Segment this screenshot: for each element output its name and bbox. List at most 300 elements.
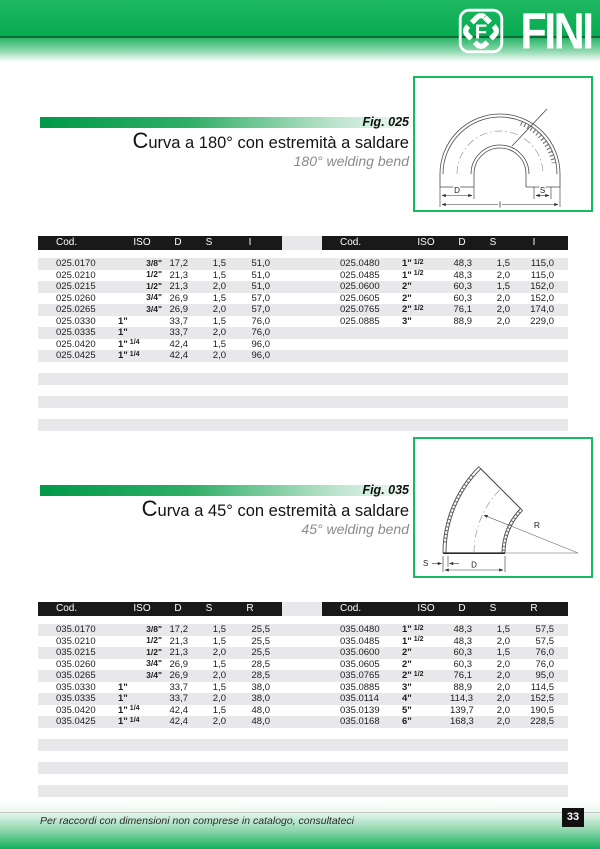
- cell-s: 2,0: [496, 716, 510, 727]
- cell-cod: 035.0139: [340, 704, 380, 716]
- cell-d: 42,4: [169, 350, 188, 361]
- table-row: [38, 385, 568, 397]
- cell-last: 174,0: [530, 304, 554, 315]
- iso-whole: 2": [402, 292, 412, 304]
- cell-iso: [118, 258, 166, 270]
- cell-cod: 025.0425: [56, 350, 96, 361]
- table-row: [38, 682, 568, 694]
- column-header: Cod.: [340, 237, 362, 248]
- iso-whole: 3": [402, 681, 412, 693]
- cell-cod: 025.0485: [340, 269, 380, 281]
- table-row: [38, 270, 568, 282]
- table-header-bar: [322, 236, 568, 250]
- column-header: I: [248, 237, 252, 248]
- cell-d: 168,3: [450, 716, 474, 727]
- column-header: ISO: [133, 603, 151, 614]
- table-row-half: [322, 647, 568, 659]
- cell-s: 2,0: [496, 635, 510, 647]
- table-row-half: [38, 774, 282, 786]
- section-subtitle: 180° welding bend: [293, 153, 409, 169]
- table-row-half: [38, 693, 282, 705]
- column-header: ISO: [133, 237, 151, 248]
- cell-s: 2,0: [496, 658, 510, 670]
- cell-s: 2,0: [496, 681, 510, 693]
- table-row-half: [38, 647, 282, 659]
- cell-cod: 035.0210: [56, 635, 96, 647]
- iso-whole: 2": [402, 304, 412, 315]
- cell-cod: 035.0765: [340, 670, 380, 681]
- column-header: D: [174, 237, 182, 248]
- table-row-half: [38, 270, 282, 282]
- cell-last: 115,0: [530, 269, 554, 281]
- cell-d: 33,7: [169, 681, 188, 693]
- cell-s: 2,0: [496, 304, 510, 315]
- iso-whole: 2": [402, 658, 412, 670]
- cell-cod: 025.0600: [340, 281, 380, 292]
- cell-iso: [402, 258, 450, 270]
- cell-cod: 025.0335: [56, 327, 96, 338]
- cell-s: 2,0: [212, 327, 226, 338]
- iso-whole: 1": [402, 624, 412, 635]
- table-row-half: [322, 327, 568, 339]
- diagram-45-bend: [413, 437, 593, 578]
- title-initial: C: [141, 496, 158, 521]
- cell-s: 2,0: [212, 281, 226, 292]
- table-row: [38, 362, 568, 374]
- cell-cod: 035.0265: [56, 670, 96, 681]
- column-header: S: [489, 237, 497, 248]
- iso-fraction: 1/4: [129, 339, 140, 346]
- cell-s: 1,5: [212, 635, 226, 647]
- iso-fraction: 1/2: [413, 636, 424, 643]
- cell-last: 28,5: [251, 670, 270, 681]
- table-header: [38, 602, 568, 616]
- table-row-half: [38, 716, 282, 728]
- table-row-half: [322, 774, 568, 786]
- table-header-bar: [38, 602, 282, 616]
- cell-d: 60,3: [453, 647, 472, 658]
- title-initial: C: [132, 128, 149, 153]
- cell-s: 1,5: [212, 704, 226, 716]
- logo-letter: F: [474, 21, 487, 44]
- table-row: [38, 647, 568, 659]
- table-row-half: [38, 316, 282, 328]
- cell-cod: 035.0605: [340, 658, 380, 670]
- table-row-half: [38, 670, 282, 682]
- cell-last: 152,5: [530, 693, 554, 704]
- iso-fraction: 1/4: [129, 716, 140, 724]
- cell-d: 21,3: [169, 647, 188, 658]
- cell-last: 57,0: [251, 304, 270, 315]
- cell-s: 2,0: [496, 693, 510, 704]
- cell-d: 60,3: [453, 658, 472, 670]
- fig-label: Fig. 025: [362, 115, 409, 129]
- cell-d: 42,4: [169, 338, 188, 350]
- cell-s: 1,5: [212, 624, 226, 635]
- table-row: [38, 373, 568, 385]
- cell-last: 115,0: [530, 258, 554, 269]
- table-row: [38, 293, 568, 305]
- iso-whole: 1": [402, 258, 412, 269]
- table-row-half: [322, 636, 568, 648]
- section-title: [38, 128, 409, 153]
- cell-cod: 025.0260: [56, 292, 96, 304]
- cell-s: 1,5: [212, 292, 226, 304]
- cell-iso: [118, 636, 166, 648]
- cell-iso: [118, 327, 166, 339]
- page-number: 33: [562, 808, 584, 827]
- iso-fraction: 1/2: [413, 670, 424, 678]
- cell-cod: 025.0765: [340, 304, 380, 315]
- cell-cod: 035.0170: [56, 624, 96, 635]
- cell-iso: [402, 705, 450, 717]
- cell-last: 152,0: [530, 292, 554, 304]
- iso-fraction: 1/4: [129, 705, 140, 712]
- cell-cod: 035.0885: [340, 681, 380, 693]
- cell-s: 1,5: [496, 258, 510, 269]
- iso-whole: 1": [402, 635, 412, 647]
- cell-last: 51,0: [251, 258, 270, 269]
- table-row: [38, 659, 568, 671]
- cell-d: 33,7: [169, 693, 188, 704]
- table-row-half: [38, 785, 282, 797]
- fini-logo: [458, 2, 591, 60]
- cell-d: 48,3: [453, 624, 472, 635]
- cell-cod: 025.0170: [56, 258, 96, 269]
- table-row-half: [322, 762, 568, 774]
- cell-iso: [402, 281, 450, 293]
- column-header: ISO: [417, 237, 435, 248]
- table-row: [38, 258, 568, 270]
- table-header: [38, 236, 568, 250]
- cell-s: 2,0: [496, 292, 510, 304]
- dim-label-i: I: [498, 200, 502, 210]
- cell-s: 2,0: [212, 304, 226, 315]
- column-header: D: [458, 603, 466, 614]
- cell-iso: [118, 716, 166, 728]
- cell-iso: [402, 636, 450, 648]
- cell-s: 1,5: [212, 315, 226, 327]
- cell-d: 76,1: [453, 304, 472, 315]
- table-fig-035: [38, 602, 568, 797]
- cell-iso: [118, 316, 166, 328]
- footer-note: Per raccordi con dimensioni non comprese in catalogo, consultateci: [40, 815, 355, 827]
- table-row-half: [322, 716, 568, 728]
- iso-whole: 1": [118, 327, 128, 338]
- table-row-half: [38, 762, 282, 774]
- table-row-half: [322, 624, 568, 636]
- table-row-half: [322, 258, 568, 270]
- cell-last: 51,0: [251, 269, 270, 281]
- cell-last: 48,0: [251, 716, 270, 727]
- fig-label: Fig. 035: [362, 483, 409, 497]
- table-row: [38, 739, 568, 751]
- column-header: ISO: [417, 603, 435, 614]
- cell-d: 26,9: [169, 304, 188, 315]
- table-row-half: [322, 419, 568, 431]
- cell-iso: [118, 659, 166, 671]
- cell-s: 1,5: [496, 281, 510, 292]
- column-header: I: [532, 237, 536, 248]
- table-row: [38, 419, 568, 431]
- table-row: [38, 339, 568, 351]
- cell-cod: 025.0210: [56, 269, 96, 281]
- iso-whole: 6": [402, 716, 412, 727]
- cell-last: 57,5: [535, 624, 554, 635]
- table-row-half: [38, 408, 282, 420]
- cell-cod: 025.0215: [56, 281, 96, 292]
- cell-last: 76,0: [251, 315, 270, 327]
- table-row-half: [38, 396, 282, 408]
- cell-s: 1,5: [212, 658, 226, 670]
- cell-iso: [402, 693, 450, 705]
- cell-last: 96,0: [251, 338, 270, 350]
- table-row-half: [38, 419, 282, 431]
- table-row: [38, 774, 568, 786]
- iso-fraction: 1/2: [413, 304, 424, 312]
- column-header: S: [205, 237, 213, 248]
- iso-fraction: 3/8": [146, 623, 162, 634]
- table-row: [38, 281, 568, 293]
- iso-whole: 1": [118, 681, 128, 693]
- cell-d: 26,9: [169, 670, 188, 681]
- cell-cod: 025.0265: [56, 304, 96, 315]
- cell-d: 17,2: [169, 258, 188, 269]
- table-row-half: [38, 339, 282, 351]
- iso-whole: 1": [118, 693, 128, 704]
- footer-divider-line: [0, 812, 600, 813]
- fini-logo-icon: [458, 8, 504, 54]
- cell-iso: [402, 682, 450, 694]
- table-body: [38, 258, 568, 431]
- cell-last: 25,5: [251, 624, 270, 635]
- table-row-half: [322, 396, 568, 408]
- cell-s: 2,0: [212, 350, 226, 361]
- cell-d: 26,9: [169, 292, 188, 304]
- table-row-half: [322, 350, 568, 362]
- cell-iso: [118, 304, 166, 316]
- cell-cod: 025.0330: [56, 315, 96, 327]
- iso-fraction: 1/2: [413, 624, 424, 632]
- table-row-half: [322, 362, 568, 374]
- iso-whole: 1": [118, 716, 128, 727]
- cell-iso: [402, 316, 450, 328]
- cell-iso: [118, 350, 166, 362]
- cell-iso: [118, 624, 166, 636]
- table-row-half: [322, 293, 568, 305]
- cell-s: 1,5: [496, 647, 510, 658]
- top-banner: [0, 0, 600, 62]
- cell-last: 95,0: [535, 670, 554, 681]
- table-row: [38, 327, 568, 339]
- iso-whole: 1": [118, 338, 128, 350]
- cell-iso: [402, 293, 450, 305]
- section-title: [38, 496, 409, 521]
- cell-d: 76,1: [453, 670, 472, 681]
- table-row-half: [322, 682, 568, 694]
- cell-d: 48,3: [453, 635, 472, 647]
- column-header: S: [205, 603, 213, 614]
- table-row-half: [38, 682, 282, 694]
- table-row: [38, 728, 568, 740]
- cell-iso: [402, 304, 450, 316]
- table-row-half: [322, 751, 568, 763]
- table-row-half: [38, 728, 282, 740]
- iso-fraction: 3/8": [146, 257, 162, 268]
- table-header-bar: [38, 236, 282, 250]
- iso-fraction: 1/2": [146, 635, 162, 645]
- table-row: [38, 705, 568, 717]
- iso-fraction: 1/2": [146, 280, 162, 291]
- table-fig-025: [38, 236, 568, 431]
- cell-last: 25,5: [251, 647, 270, 658]
- cell-cod: 035.0420: [56, 704, 96, 716]
- table-row-half: [322, 728, 568, 740]
- cell-s: 1,5: [212, 269, 226, 281]
- table-row: [38, 716, 568, 728]
- diagram-180-drawing: [415, 78, 591, 210]
- table-row-half: [38, 751, 282, 763]
- iso-fraction: 3/4": [146, 292, 162, 302]
- cell-iso: [118, 281, 166, 293]
- cell-s: 2,0: [496, 704, 510, 716]
- column-header: Cod.: [56, 603, 78, 614]
- cell-s: 1,5: [496, 624, 510, 635]
- section-subtitle: 45° welding bend: [301, 521, 409, 537]
- dim-label-r: R: [533, 520, 541, 530]
- table-row: [38, 636, 568, 648]
- cell-d: 33,7: [169, 315, 188, 327]
- cell-last: 38,0: [251, 693, 270, 704]
- cell-d: 42,4: [169, 716, 188, 727]
- cell-last: 38,0: [251, 681, 270, 693]
- table-row-half: [38, 350, 282, 362]
- cell-d: 88,9: [453, 681, 472, 693]
- cell-last: 76,0: [251, 327, 270, 338]
- table-body: [38, 624, 568, 797]
- cell-d: 21,3: [169, 635, 188, 647]
- cell-d: 21,3: [169, 269, 188, 281]
- iso-fraction: 1/4: [129, 350, 140, 358]
- cell-iso: [402, 647, 450, 659]
- cell-last: 57,0: [251, 292, 270, 304]
- table-row-half: [322, 739, 568, 751]
- cell-last: 51,0: [251, 281, 270, 292]
- iso-whole: 1": [118, 315, 128, 327]
- cell-cod: 025.0605: [340, 292, 380, 304]
- cell-last: 28,5: [251, 658, 270, 670]
- cell-iso: [118, 705, 166, 717]
- cell-s: 2,0: [496, 269, 510, 281]
- cell-cod: 025.0480: [340, 258, 380, 269]
- cell-d: 48,3: [453, 269, 472, 281]
- iso-whole: 3": [402, 315, 412, 327]
- cell-s: 2,0: [496, 670, 510, 681]
- table-row-half: [322, 408, 568, 420]
- cell-last: 114,5: [530, 681, 554, 693]
- table-row: [38, 670, 568, 682]
- cell-d: 60,3: [453, 292, 472, 304]
- iso-fraction: 1/2": [146, 269, 162, 279]
- column-header: Cod.: [56, 237, 78, 248]
- cell-last: 25,5: [251, 635, 270, 647]
- table-row-half: [322, 373, 568, 385]
- table-row-half: [38, 373, 282, 385]
- title-rest: urva a 45° con estremità a saldare: [157, 502, 409, 520]
- table-row-half: [38, 293, 282, 305]
- cell-last: 152,0: [530, 281, 554, 292]
- column-header: Cod.: [340, 603, 362, 614]
- table-row: [38, 304, 568, 316]
- iso-fraction: 1/2": [146, 646, 162, 657]
- table-row: [38, 408, 568, 420]
- dim-label-s: S: [423, 559, 429, 568]
- cell-d: 60,3: [453, 281, 472, 292]
- cell-iso: [118, 670, 166, 682]
- table-row-half: [322, 705, 568, 717]
- column-header: S: [489, 603, 497, 614]
- table-row-half: [322, 693, 568, 705]
- iso-fraction: 3/4": [146, 658, 162, 668]
- dim-label-s: S: [539, 186, 546, 195]
- iso-whole: 1": [402, 269, 412, 281]
- column-header: D: [174, 603, 182, 614]
- cell-d: 26,9: [169, 658, 188, 670]
- dim-label-d: D: [471, 560, 477, 570]
- table-row-half: [38, 258, 282, 270]
- cell-cod: 035.0600: [340, 647, 380, 658]
- cell-d: 33,7: [169, 327, 188, 338]
- fig-bar: [40, 485, 413, 496]
- iso-whole: 5": [402, 704, 412, 716]
- cell-iso: [402, 659, 450, 671]
- table-row-half: [38, 281, 282, 293]
- table-row: [38, 762, 568, 774]
- iso-whole: 2": [402, 647, 412, 658]
- table-row: [38, 785, 568, 797]
- iso-fraction: 3/4": [146, 303, 162, 314]
- table-row: [38, 350, 568, 362]
- cell-iso: [402, 670, 450, 682]
- diagram-45-drawing: [415, 439, 591, 576]
- iso-whole: 1": [118, 350, 128, 361]
- cell-s: 1,5: [212, 258, 226, 269]
- cell-s: 2,0: [212, 670, 226, 681]
- cell-s: 2,0: [212, 716, 226, 727]
- cell-d: 48,3: [453, 258, 472, 269]
- page-footer: [0, 800, 600, 849]
- table-row-half: [322, 659, 568, 671]
- cell-d: 42,4: [169, 704, 188, 716]
- cell-iso: [402, 716, 450, 728]
- cell-d: 21,3: [169, 281, 188, 292]
- table-row-half: [322, 339, 568, 351]
- table-row-half: [38, 705, 282, 717]
- table-row-half: [322, 385, 568, 397]
- cell-last: 228,5: [530, 716, 554, 727]
- cell-cod: 025.0420: [56, 338, 96, 350]
- cell-s: 2,0: [496, 315, 510, 327]
- cell-s: 2,0: [212, 693, 226, 704]
- cell-s: 1,5: [212, 338, 226, 350]
- cell-d: 139,7: [450, 704, 474, 716]
- cell-cod: 035.0260: [56, 658, 96, 670]
- cell-cod: 035.0114: [340, 693, 379, 704]
- column-header: R: [530, 603, 538, 614]
- cell-iso: [402, 624, 450, 636]
- cell-last: 76,0: [535, 658, 554, 670]
- diagram-180-bend: [413, 76, 593, 212]
